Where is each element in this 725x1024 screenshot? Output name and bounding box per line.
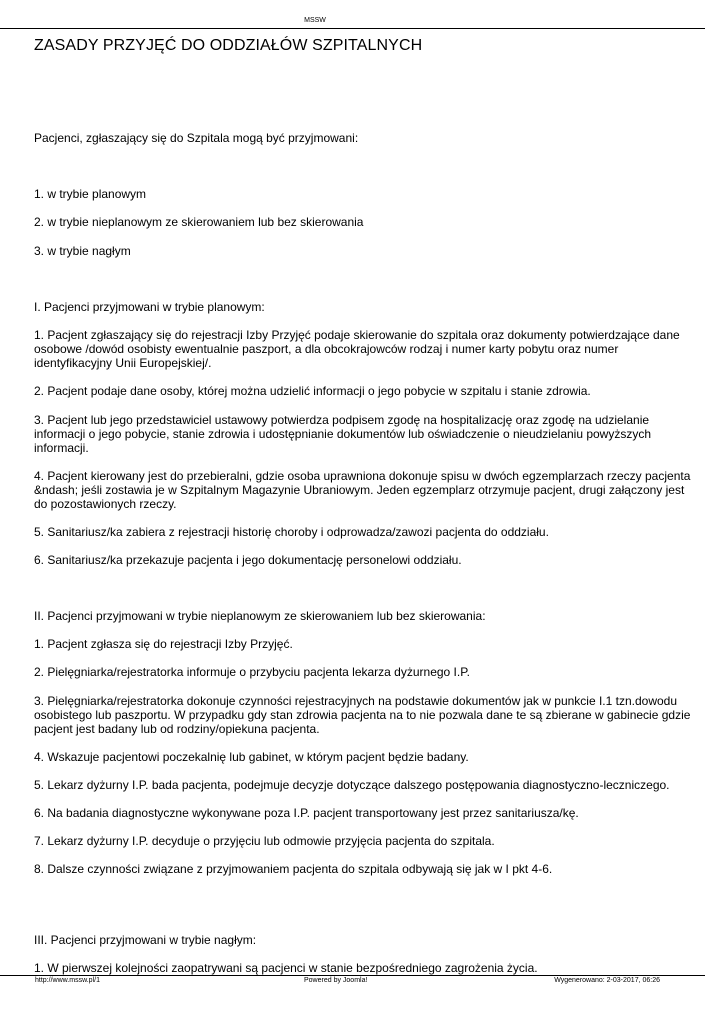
list-item: 1. Pacjent zgłaszający się do rejestracji Izby Przyjęć podaje skierowanie do szpitala oraz dokumenty potwierdzające dane osobowe /dowód osobisty ewentualnie paszport, a dla obcokrajowców rodzaj i numer karty pobytu oraz numer identyfikacyjny Unii Europejskiej/. — [34, 328, 680, 370]
header-divider — [0, 28, 705, 29]
list-item: 2. Pielęgniarka/rejestratorka informuje o przybyciu pacjenta lekarza dyżurnego I.P. — [34, 665, 471, 679]
list-item: 6. Na badania diagnostyczne wykonywane poza I.P. pacjent transportowany jest przez sanitariusza/kę. — [34, 806, 579, 820]
footer-powered-by: Powered by Joomla! — [304, 977, 368, 984]
list-item: 7. Lekarz dyżurny I.P. decyduje o przyjęciu lub odmowie przyjęcia pacjenta do szpitala. — [34, 834, 495, 848]
list-item: 4. Pacjent kierowany jest do przebieralni, gdzie osoba uprawniona dokonuje spisu w dwóch egzemplarzach rzeczy pacjenta &ndash; jeśli zostawia je w Szpitalnym Magazynie Ubraniowym. Jeden egzemplarz otrzymuje pacjent, drugi załączony jest do pozostawionych rzeczy. — [34, 469, 691, 511]
footer-url-link[interactable]: http://www.mssw.pl/1 — [35, 977, 100, 984]
footer-divider — [0, 975, 705, 976]
mode-item: 2. w trybie nieplanowym ze skierowaniem lub bez skierowania — [34, 215, 364, 229]
site-label: MSSW — [304, 17, 326, 24]
list-item: 1. Pacjent zgłasza się do rejestracji Izby Przyjęć. — [34, 637, 293, 651]
list-item: 6. Sanitariusz/ka przekazuje pacjenta i jego dokumentację personelowi oddziału. — [34, 553, 462, 567]
section-heading-planned: I. Pacjenci przyjmowani w trybie planowym: — [34, 300, 265, 314]
mode-item: 1. w trybie planowym — [34, 187, 147, 201]
list-item: 4. Wskazuje pacjentowi poczekalnię lub gabinet, w którym pacjent będzie badany. — [34, 750, 469, 764]
page-title: ZASADY PRZYJĘĆ DO ODDZIAŁÓW SZPITALNYCH — [34, 37, 423, 54]
list-item: 8. Dalsze czynności związane z przyjmowaniem pacjenta do szpitala odbywają się jak w I pkt 4-6. — [34, 862, 553, 876]
mode-item: 3. w trybie nagłym — [34, 244, 131, 258]
list-item: 2. Pacjent podaje dane osoby, której można udzielić informacji o jego pobycie w szpitalu i stanie zdrowia. — [34, 384, 591, 398]
list-item: 3. Pielęgniarka/rejestratorka dokonuje czynności rejestracyjnych na podstawie dokumentów jak w punkcie I.1 tzn.dowodu osobistego lub paszportu. W przypadku gdy stan zdrowia pacjenta na to nie pozwala dane te są zbierane w gabinecie gdzie pacjent jest badany lub od rodziny/opiekuna pacjenta. — [34, 694, 691, 736]
section-heading-emergency: III. Pacjenci przyjmowani w trybie nagłym: — [34, 933, 257, 947]
section-heading-unplanned: II. Pacjenci przyjmowani w trybie nieplanowym ze skierowaniem lub bez skierowania: — [34, 609, 486, 623]
list-item: 1. W pierwszej kolejności zaopatrywani są pacjenci w stanie bezpośredniego zagrożenia życia. — [34, 961, 538, 975]
list-item: 5. Sanitariusz/ka zabiera z rejestracji historię choroby i odprowadza/zawozi pacjenta do oddziału. — [34, 525, 549, 539]
list-item: 5. Lekarz dyżurny I.P. bada pacjenta, podejmuje decyzje dotyczące dalszego postępowania diagnostyczno-leczniczego. — [34, 778, 670, 792]
list-item: 3. Pacjent lub jego przedstawiciel ustawowy potwierdza podpisem zgodę na hospitalizację oraz zgodę na udzielanie informacji o jego pobycie, stanie zdrowia i udostępnianie dokumentów lub oświadczenie o nieudzielaniu powyższych informacji. — [34, 413, 652, 455]
intro-paragraph: Pacjenci, zgłaszający się do Szpitala mogą być przyjmowani: — [34, 131, 359, 145]
footer-generated-timestamp: Wygenerowano: 2-03-2017, 06:26 — [554, 977, 660, 984]
